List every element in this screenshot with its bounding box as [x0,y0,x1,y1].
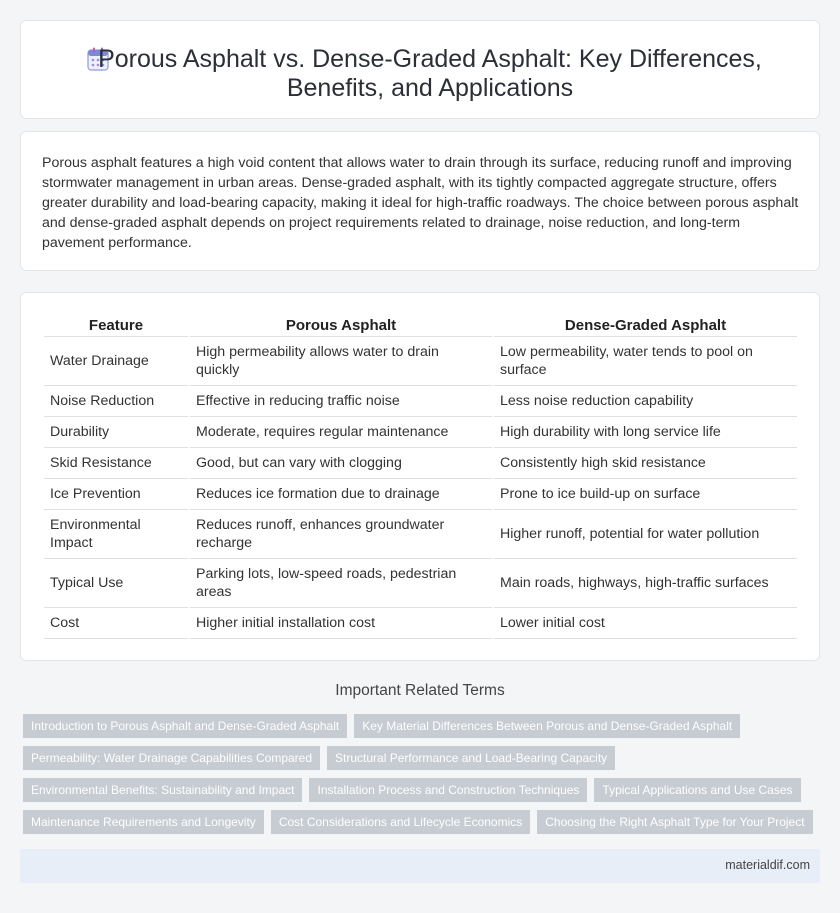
related-term-link[interactable]: Choosing the Right Asphalt Type for Your Project [537,810,812,834]
related-term-link[interactable]: Maintenance Requirements and Longevity [23,810,264,834]
related-term-link[interactable]: Cost Considerations and Lifecycle Economics [271,810,530,834]
table-cell-feature: Skid Resistance [44,448,188,479]
table-cell-porous: Good, but can vary with clogging [190,448,492,479]
table-row [44,337,797,386]
related-term-link[interactable]: Permeability: Water Drainage Capabilities Compared [23,746,320,770]
tag-row [23,714,823,738]
intro-card [20,131,820,271]
table-cell-feature: Durability [44,417,188,448]
table-cell-feature: Ice Prevention [44,479,188,510]
related-term-link[interactable]: Introduction to Porous Asphalt and Dense-Graded Asphalt [23,714,347,738]
related-term-link[interactable]: Installation Process and Construction Techniques [309,778,587,802]
table-cell-porous: Higher initial installation cost [190,608,492,639]
tag-row [23,746,823,770]
table-row [44,559,797,608]
tag-row [23,778,823,802]
column-header-porous: Porous Asphalt [190,315,492,337]
tag-row [23,810,823,834]
table-cell-dense: Main roads, highways, high-traffic surfaces [494,559,797,608]
table-cell-feature: Environmental Impact [44,510,188,559]
table-row [44,510,797,559]
related-terms-list [23,714,823,842]
table-cell-dense: Less noise reduction capability [494,386,797,417]
column-header-feature: Feature [44,315,188,337]
related-terms-heading: Important Related Terms [335,682,505,699]
related-term-link[interactable]: Structural Performance and Load-Bearing Capacity [327,746,615,770]
related-term-link[interactable]: Key Material Differences Between Porous and Dense-Graded Asphalt [354,714,740,738]
table-cell-porous: Parking lots, low-speed roads, pedestrian areas [190,559,492,608]
comparison-card [20,292,820,661]
table-cell-feature: Noise Reduction [44,386,188,417]
table-cell-dense: High durability with long service life [494,417,797,448]
site-name[interactable]: materialdif.com [725,858,810,872]
table-cell-porous: Moderate, requires regular maintenance [190,417,492,448]
table-cell-porous: Reduces runoff, enhances groundwater recharge [190,510,492,559]
table-cell-feature: Cost [44,608,188,639]
related-term-link[interactable]: Typical Applications and Use Cases [594,778,800,802]
table-row [44,448,797,479]
table-cell-porous: High permeability allows water to drain quickly [190,337,492,386]
table-cell-dense: Low permeability, water tends to pool on surface [494,337,797,386]
comparison-table [42,315,799,639]
table-cell-dense: Prone to ice build-up on surface [494,479,797,510]
table-cell-feature: Water Drainage [44,337,188,386]
related-term-link[interactable]: Environmental Benefits: Sustainability and Impact [23,778,302,802]
header-card [20,20,820,119]
column-header-dense: Dense-Graded Asphalt [494,315,797,337]
table-row [44,417,797,448]
table-cell-porous: Effective in reducing traffic noise [190,386,492,417]
table-row [44,608,797,639]
table-row [44,479,797,510]
table-cell-dense: Consistently high skid resistance [494,448,797,479]
intro-text: Porous asphalt features a high void content that allows water to drain through its surface, reducing runoff and improving stormwater management in urban areas. Dense-graded asphalt, with its tightly compacted aggregate structure, offers greater durability and load-bearing capacity, making it ideal for high-traffic roadways. The choice between porous asphalt and dense-graded asphalt depends on project requirements related to drainage, noise reduction, and long-term pavement performance. [42,155,799,251]
table-cell-dense: Lower initial cost [494,608,797,639]
table-cell-feature: Typical Use [44,559,188,608]
page-title: Porous Asphalt vs. Dense-Graded Asphalt: Key Differences, Benefits, and Applications [98,45,762,102]
table-cell-porous: Reduces ice formation due to drainage [190,479,492,510]
table-row [44,386,797,417]
footer [20,849,820,883]
table-cell-dense: Higher runoff, potential for water pollution [494,510,797,559]
